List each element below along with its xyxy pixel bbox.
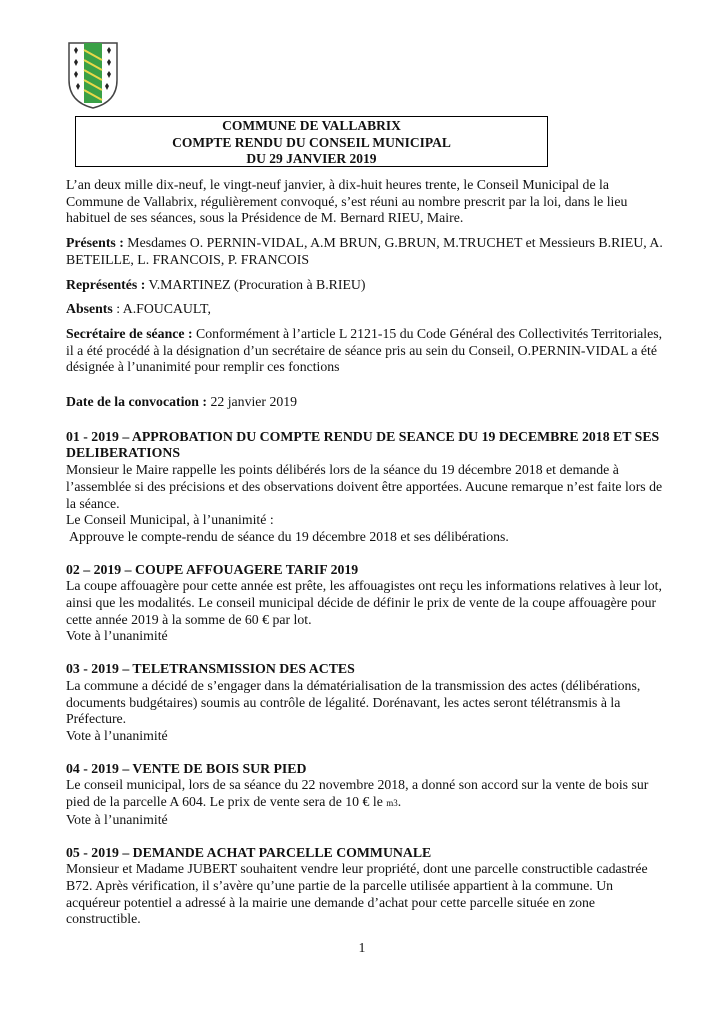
section-4-body (66, 777, 666, 811)
presents-paragraph (66, 235, 666, 268)
convocation-text: 22 janvier 2019 (207, 394, 298, 410)
section-4-heading: 04 - 2019 – VENTE DE BOIS SUR PIED (66, 760, 307, 776)
section-1-heading: 01 - 2019 – APPROBATION DU COMPTE RENDU DE SEANCE DU 19 DECEMBRE 2018 ET SES DELIBERATIONS (66, 428, 660, 461)
represented-text: V.MARTINEZ (Procuration à B.RIEU) (145, 276, 366, 292)
represented-label: Représentés : (66, 276, 146, 292)
title-commune: COMMUNE DE VALLABRIX (222, 118, 401, 133)
section-2-heading: 02 – 2019 – COUPE AFFOUAGERE TARIF 2019 (66, 561, 359, 577)
convocation-label: Date de la convocation : (66, 394, 208, 410)
presents-text: Mesdames O. PERNIN-VIDAL, A.M BRUN, G.BRUN, M.TRUCHET et Messieurs B.RIEU, A. BETEILLE, L. FRANCOIS, P. FRANCOIS (66, 235, 663, 267)
section-4-body-end: . (397, 794, 402, 810)
section-2-body: La coupe affouagère pour cette année est prête, les affouagistes ont reçu les informations relatives à leur lot, ainsi que les modalités. Le conseil municipal décide de définir le prix de vente de la coupe affouagère pour cette année 2019 à la somme de 60 € par lot. (66, 578, 662, 627)
section-1-approval: Approuve le compte-rendu de séance du 19 décembre 2018 et ses délibérations. (69, 528, 509, 544)
absent-text: : A.FOUCAULT, (112, 301, 211, 317)
section-5-body: Monsieur et Madame JUBERT souhaitent vendre leur propriété, dont une parcelle constructible cadastrée B72. Après vérification, il s’avère qu’une partie de la parcelle utilisée appartient à la commune. Un acquéreur potentiel a adressé à la mairie une demande d’achat pour cette parcelle située en zone constructible. (66, 861, 648, 927)
section-1-council: Le Conseil Municipal, à l’unanimité : (66, 512, 274, 528)
section-3-heading: 03 - 2019 – TELETRANSMISSION DES ACTES (66, 661, 355, 677)
intro-paragraph: L’an deux mille dix-neuf, le vingt-neuf janvier, à dix-huit heures trente, le Conseil Municipal de la Commune de Vallabrix, régulièrement convoqué, s’est réuni au nombre prescrit par la loi, dans le lieu habituel de ses séances, sous la Présidence de M. Bernard RIEU, Maire. (66, 177, 628, 226)
report-body (66, 177, 666, 928)
section-4-vote: Vote à l’unanimité (66, 811, 168, 827)
absent-paragraph (66, 301, 666, 318)
page-number: 1 (358, 940, 366, 955)
represented-paragraph (66, 277, 666, 294)
section-3-vote: Vote à l’unanimité (66, 727, 168, 743)
coat-of-arms-icon (66, 40, 120, 110)
section-4-body-text: Le conseil municipal, lors de sa séance du 22 novembre 2018, a donné son accord sur la vente de bois sur pied de la parcelle A 604. Le prix de vente sera de 10 € le (66, 777, 649, 810)
section-2-vote: Vote à l’unanimité (66, 628, 168, 644)
section-4-unit: m3 (386, 798, 398, 809)
presents-label: Présents : (66, 235, 124, 251)
section-1-body: Monsieur le Maire rappelle les points délibérés lors de la séance du 19 décembre 2018 et demande à l’assemblée si des précisions et des observations doivent être apportées. Aucune remarque n’est faite lors de la séance. (66, 462, 663, 511)
convocation-paragraph (66, 394, 666, 411)
title-date: DU 29 JANVIER 2019 (246, 151, 377, 166)
title-report: COMPTE RENDU DU CONSEIL MUNICIPAL (172, 134, 451, 150)
section-5-heading: 05 - 2019 – DEMANDE ACHAT PARCELLE COMMUNALE (66, 844, 432, 860)
section-3-body: La commune a décidé de s’engager dans la dématérialisation de la transmission des actes (délibérations, documents budgétaires) soumis au contrôle de légalité. Dorénavant, les actes seront télétransmis à la Préfecture. (66, 677, 641, 727)
title-box (75, 116, 548, 167)
secretary-label: Secrétaire de séance : (66, 325, 193, 341)
secretary-paragraph (66, 326, 666, 376)
absent-label: Absents (66, 301, 113, 317)
secretary-text: Conformément à l’article L 2121-15 du Code Général des Collectivités Territoriales, il a été procédé à la désignation d’un secrétaire de séance pris au sein du Conseil, O.PERNIN-VIDAL a été désignée à l’unanimité pour remplir ces fonctions (66, 325, 663, 375)
